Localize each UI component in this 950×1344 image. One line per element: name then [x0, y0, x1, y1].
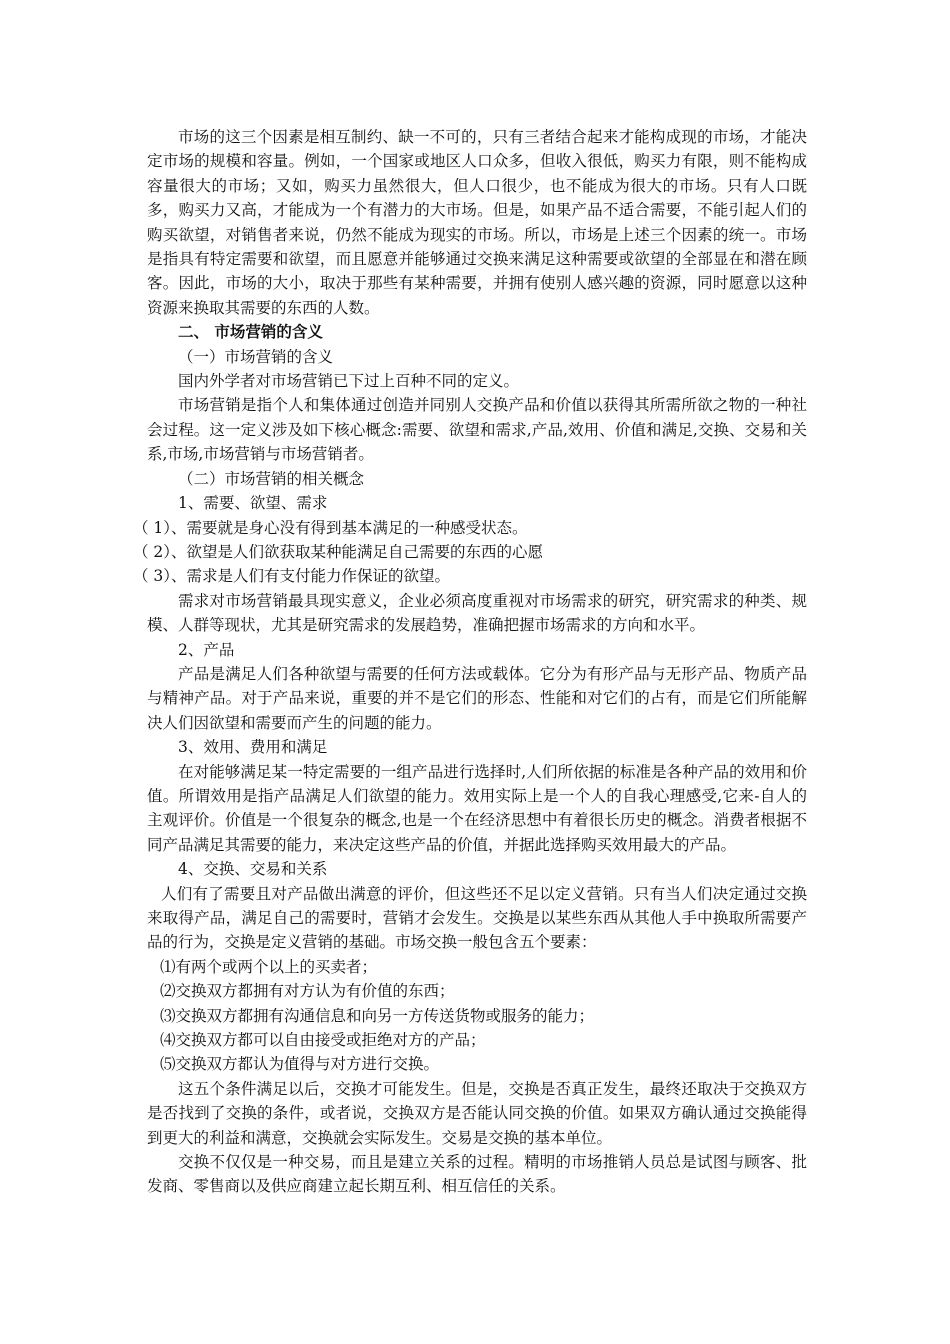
- paragraph-marketing-definition: 市场营销是指个人和集体通过创造并同别人交换产品和价值以获得其所需所欲之物的一种社会过程。这一定义涉及如下核心概念:需要、欲望和需求,产品,效用、价值和满足,交换、交易和关系,市场,市场营销与市场营销者。: [147, 396, 807, 464]
- subheading-related-concepts: （二）市场营销的相关概念: [178, 469, 365, 488]
- paragraph-product: 产品是满足人们各种欲望与需要的任何方法或载体。它分为有形产品与无形产品、物质产品与精神产品。对于产品来说，重要的并不是它们的形态、性能和对它们的占有，而是它们所能解决人们因欲望和需要而产生的问题的能力。: [147, 664, 807, 732]
- paragraph-exchange-conditions: 这五个条件满足以后，交换才可能发生。但是，交换是否真正发生，最终还取决于交换双方是否找到了交换的条件，或者说，交换双方是否能认同交换的价值。如果双方确认通过交换能得到更大的利益和满意，交换就会实际发生。交易是交换的基本单位。: [147, 1079, 807, 1147]
- paragraph-relationship: 交换不仅仅是一种交易，而且是建立关系的过程。精明的市场推销人员总是试图与顾客、批发商、零售商以及供应商建立起长期互利、相互信任的关系。: [147, 1153, 807, 1196]
- list-item-exchange-5: ⑸交换双方都认为值得与对方进行交换。: [160, 1055, 440, 1074]
- list-item-want: （ 2）、欲望是人们欲获取某种能满足自己需要的东西的心愿: [133, 542, 544, 561]
- paragraph-market-factors: 市场的这三个因素是相互制约、缺一不可的，只有三者结合起来才能构成现的市场，才能决定市场的规模和容量。例如，一个国家或地区人口众多，但收入很低，购买力有限，则不能构成容量很大的市场；又如，购买力虽然很大，但人口很少，也不能成为很大的市场。只有人口既多，购买力又高，才能成为一个有潜力的大市场。但是，如果产品不适合需要，不能引起人们的购买欲望，对销售者来说，仍然不能成为现实的市场。所以，市场是上述三个因素的统一。市场是指具有特定需要和欲望，而且愿意并能够通过交换来满足这种需要或欲望的全部显在和潜在顾客。因此，市场的大小，取决于那些有某种需要，并拥有使别人感兴趣的资源，同时愿意以这种资源来换取其需要的东西的人数。: [147, 128, 807, 317]
- paragraph-utility: 在对能够满足某一特定需要的一组产品进行选择时,人们所依据的标准是各种产品的效用和价值。所谓效用是指产品满足人们欲望的能力。效用实际上是一个人的自我心理感受,它来-自人的主观评价。价值是一个很复杂的概念,也是一个在经济思想中有着很长历史的概念。消费者根据不同产品满足其需要的能力，来决定这些产品的价值，并据此选择购买效用最大的产品。: [147, 762, 807, 854]
- list-item-exchange-4: ⑷交换双方都可以自由接受或拒绝对方的产品；: [160, 1031, 486, 1050]
- list-item-exchange-1: ⑴有两个或两个以上的买卖者；: [160, 957, 378, 976]
- paragraph-exchange: 人们有了需要且对产品做出满意的评价，但这些还不足以定义营销。只有当人们决定通过交换来取得产品，满足自己的需要时，营销才会发生。交换是以某些东西从其他人手中换取所需要产品的行为，交换是定义营销的基础。市场交换一般包含五个要素：: [147, 884, 807, 952]
- item-heading-utility: 3、效用、费用和满足: [178, 738, 328, 757]
- subheading-marketing-meaning: （一）市场营销的含义: [178, 347, 334, 366]
- paragraph-definitions-count: 国内外学者对市场营销已下过上百种不同的定义。: [178, 372, 520, 391]
- list-item-exchange-3: ⑶交换双方都拥有沟通信息和向另一方传送货物或服务的能力；: [160, 1006, 595, 1025]
- item-heading-exchange: 4、交换、交易和关系: [178, 860, 328, 879]
- list-item-need: （ 1）、需要就是身心没有得到基本满足的一种感受状态。: [133, 518, 528, 537]
- section-heading-marketing-meaning: 二、 市场营销的含义: [178, 322, 323, 342]
- list-item-demand: （ 3）、需求是人们有支付能力作保证的欲望。: [133, 567, 451, 586]
- item-heading-needs: 1、需要、欲望、需求: [178, 494, 328, 513]
- list-item-exchange-2: ⑵交换双方都拥有对方认为有价值的东西；: [160, 982, 455, 1001]
- item-heading-product: 2、产品: [178, 640, 235, 659]
- document-body: [133, 125, 807, 1199]
- paragraph-demand: 需求对市场营销最具现实意义，企业必须高度重视对市场需求的研究，研究需求的种类、规模、人群等现状，尤其是研究需求的发展趋势，准确把握市场需求的方向和水平。: [147, 591, 807, 635]
